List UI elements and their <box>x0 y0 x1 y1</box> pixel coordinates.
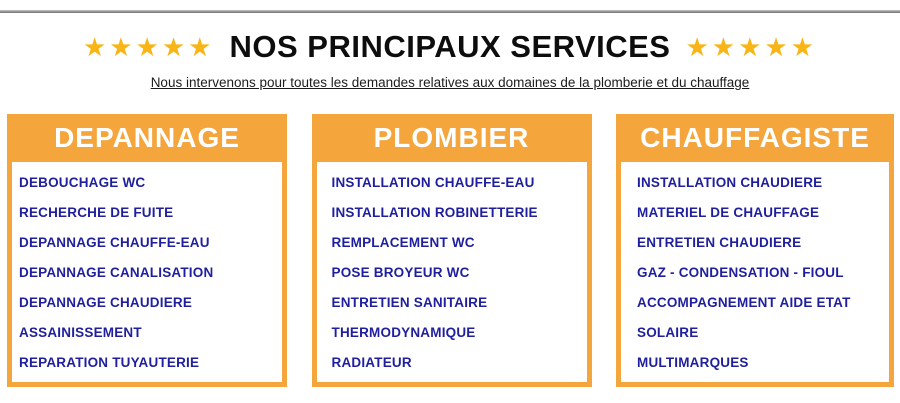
service-item-gaz-condensation-fioul[interactable]: GAZ - CONDENSATION - FIOUL <box>637 265 844 280</box>
service-item-entretien-chaudiere[interactable]: ENTRETIEN CHAUDIERE <box>637 235 802 250</box>
service-item-installation-chauffe-eau[interactable]: INSTALLATION CHAUFFE-EAU <box>331 175 535 190</box>
service-item-radiateur[interactable]: RADIATEUR <box>331 355 412 370</box>
stars-right-icon: ★★★★★ <box>685 32 818 62</box>
section-subtitle: Nous intervenons pour toutes les demandes relatives aux domaines de la plomberie et du chauffage <box>150 75 750 90</box>
service-item-installation-robinetterie[interactable]: INSTALLATION ROBINETTERIE <box>331 205 538 220</box>
panel-title-chauffagiste: CHAUFFAGISTE <box>640 122 870 153</box>
panel-plombier <box>312 114 592 387</box>
service-list-plombier <box>317 162 587 382</box>
service-panels <box>0 114 900 387</box>
panel-title-depannage: DEPANNAGE <box>54 122 240 153</box>
service-item-assainissement[interactable]: ASSAINISSEMENT <box>19 325 142 340</box>
service-list-chauffagiste <box>621 162 889 382</box>
service-item-reparation-tuyauterie[interactable]: REPARATION TUYAUTERIE <box>19 355 200 370</box>
top-divider <box>0 10 900 13</box>
page-title: NOS PRINCIPAUX SERVICES <box>229 29 671 64</box>
service-item-solaire[interactable]: SOLAIRE <box>637 325 699 340</box>
service-item-installation-chaudiere[interactable]: INSTALLATION CHAUDIERE <box>637 175 823 190</box>
service-item-multimarques[interactable]: MULTIMARQUES <box>637 355 749 370</box>
service-item-thermodynamique[interactable]: THERMODYNAMIQUE <box>331 325 476 340</box>
stars-left-icon: ★★★★★ <box>82 32 215 62</box>
service-item-depannage-chauffe-eau[interactable]: DEPANNAGE CHAUFFE-EAU <box>19 235 210 250</box>
section-title-row <box>0 26 900 68</box>
panel-title-plombier: PLOMBIER <box>373 122 530 153</box>
service-item-accompagnement-aide-etat[interactable]: ACCOMPAGNEMENT AIDE ETAT <box>637 295 851 310</box>
service-item-depannage-canalisation[interactable]: DEPANNAGE CANALISATION <box>19 265 214 280</box>
service-item-pose-broyeur-wc[interactable]: POSE BROYEUR WC <box>331 265 470 280</box>
service-list-depannage <box>12 162 282 382</box>
service-item-debouchage-wc[interactable]: DEBOUCHAGE WC <box>19 175 146 190</box>
service-item-depannage-chaudiere[interactable]: DEPANNAGE CHAUDIERE <box>19 295 193 310</box>
service-item-recherche-de-fuite[interactable]: RECHERCHE DE FUITE <box>19 205 174 220</box>
service-item-entretien-sanitaire[interactable]: ENTRETIEN SANITAIRE <box>331 295 488 310</box>
service-item-materiel-de-chauffage[interactable]: MATERIEL DE CHAUFFAGE <box>637 205 820 220</box>
panel-depannage <box>7 114 287 387</box>
panel-chauffagiste <box>616 114 894 387</box>
service-item-remplacement-wc[interactable]: REMPLACEMENT WC <box>331 235 475 250</box>
services-section <box>0 10 900 387</box>
